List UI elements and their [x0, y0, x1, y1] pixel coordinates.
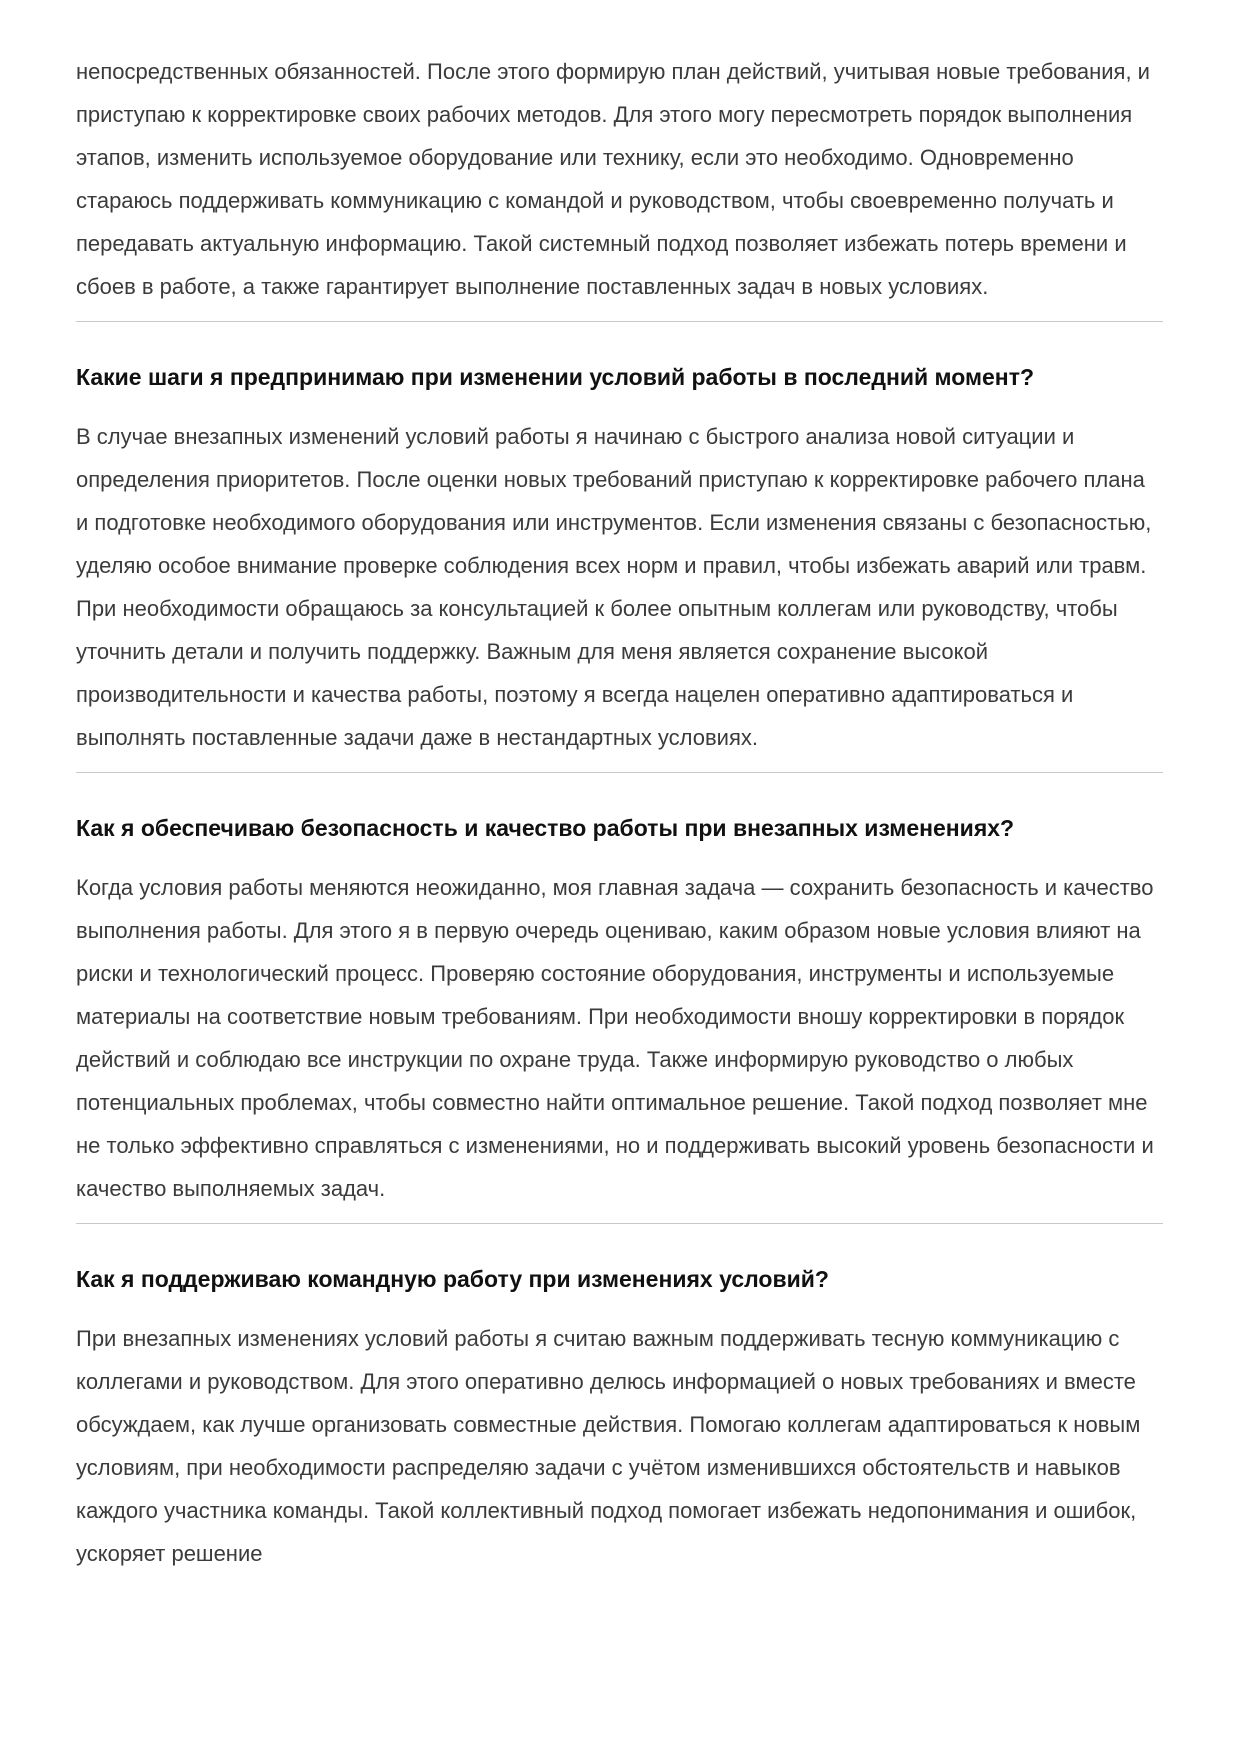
qa-section — [76, 356, 1163, 759]
section-divider — [76, 772, 1163, 773]
question-heading: Как я поддерживаю командную работу при изменениях условий? — [76, 1266, 829, 1292]
section-divider — [76, 1223, 1163, 1224]
question-heading: Какие шаги я предпринимаю при изменении условий работы в последний момент? — [76, 364, 1035, 390]
answer-paragraph: При внезапных изменениях условий работы я считаю важным поддерживать тесную коммуникацию с коллегами и руководством. Для этого оперативно делюсь информацией о новых требованиях и вместе обсуждаем, как лучше организовать совместные действия. Помогаю коллегам адаптироваться к новым условиям, при необходимости распределяю задачи с учётом изменившихся обстоятельств и навыков каждого участника команды. Такой коллективный подход помогает избежать недопонимания и ошибок, ускоряет решение — [76, 1326, 1141, 1566]
question-heading: Как я обеспечиваю безопасность и качество работы при внезапных изменениях? — [76, 815, 1015, 841]
qa-section — [76, 1258, 1163, 1575]
answer-paragraph: Когда условия работы меняются неожиданно, моя главная задача — сохранить безопасность и качество выполнения работы. Для этого я в первую очередь оцениваю, каким образом новые условия влияют на риски и технологический процесс. Проверяю состояние оборудования, инструменты и используемые материалы на соответствие новым требованиям. При необходимости вношу корректировки в порядок действий и соблюдаю все инструкции по охране труда. Также информирую руководство о любых потенциальных проблемах, чтобы совместно найти оптимальное решение. Такой подход позволяет мне не только эффективно справляться с изменениями, но и поддерживать высокий уровень безопасности и качество выполняемых задач. — [76, 875, 1154, 1201]
answer-paragraph: В случае внезапных изменений условий работы я начинаю с быстрого анализа новой ситуации и определения приоритетов. После оценки новых требований приступаю к корректировке рабочего плана и подготовке необходимого оборудования или инструментов. Если изменения связаны с безопасностью, уделяю особое внимание проверке соблюдения всех норм и правил, чтобы избежать аварий или травм. При необходимости обращаюсь за консультацией к более опытным коллегам или руководству, чтобы уточнить детали и получить поддержку. Важным для меня является сохранение высокой производительности и качества работы, поэтому я всегда нацелен оперативно адаптироваться и выполнять поставленные задачи даже в нестандартных условиях. — [76, 424, 1152, 750]
intro-paragraph: непосредственных обязанностей. После этого формирую план действий, учитывая новые требования, и приступаю к корректировке своих рабочих методов. Для этого могу пересмотреть порядок выполнения этапов, изменить используемое оборудование или технику, если это необходимо. Одновременно стараюсь поддерживать коммуникацию с командой и руководством, чтобы своевременно получать и передавать актуальную информацию. Такой системный подход позволяет избежать потерь времени и сбоев в работе, а также гарантирует выполнение поставленных задач в новых условиях. — [76, 59, 1150, 299]
qa-section — [76, 807, 1163, 1210]
section-divider — [76, 321, 1163, 322]
